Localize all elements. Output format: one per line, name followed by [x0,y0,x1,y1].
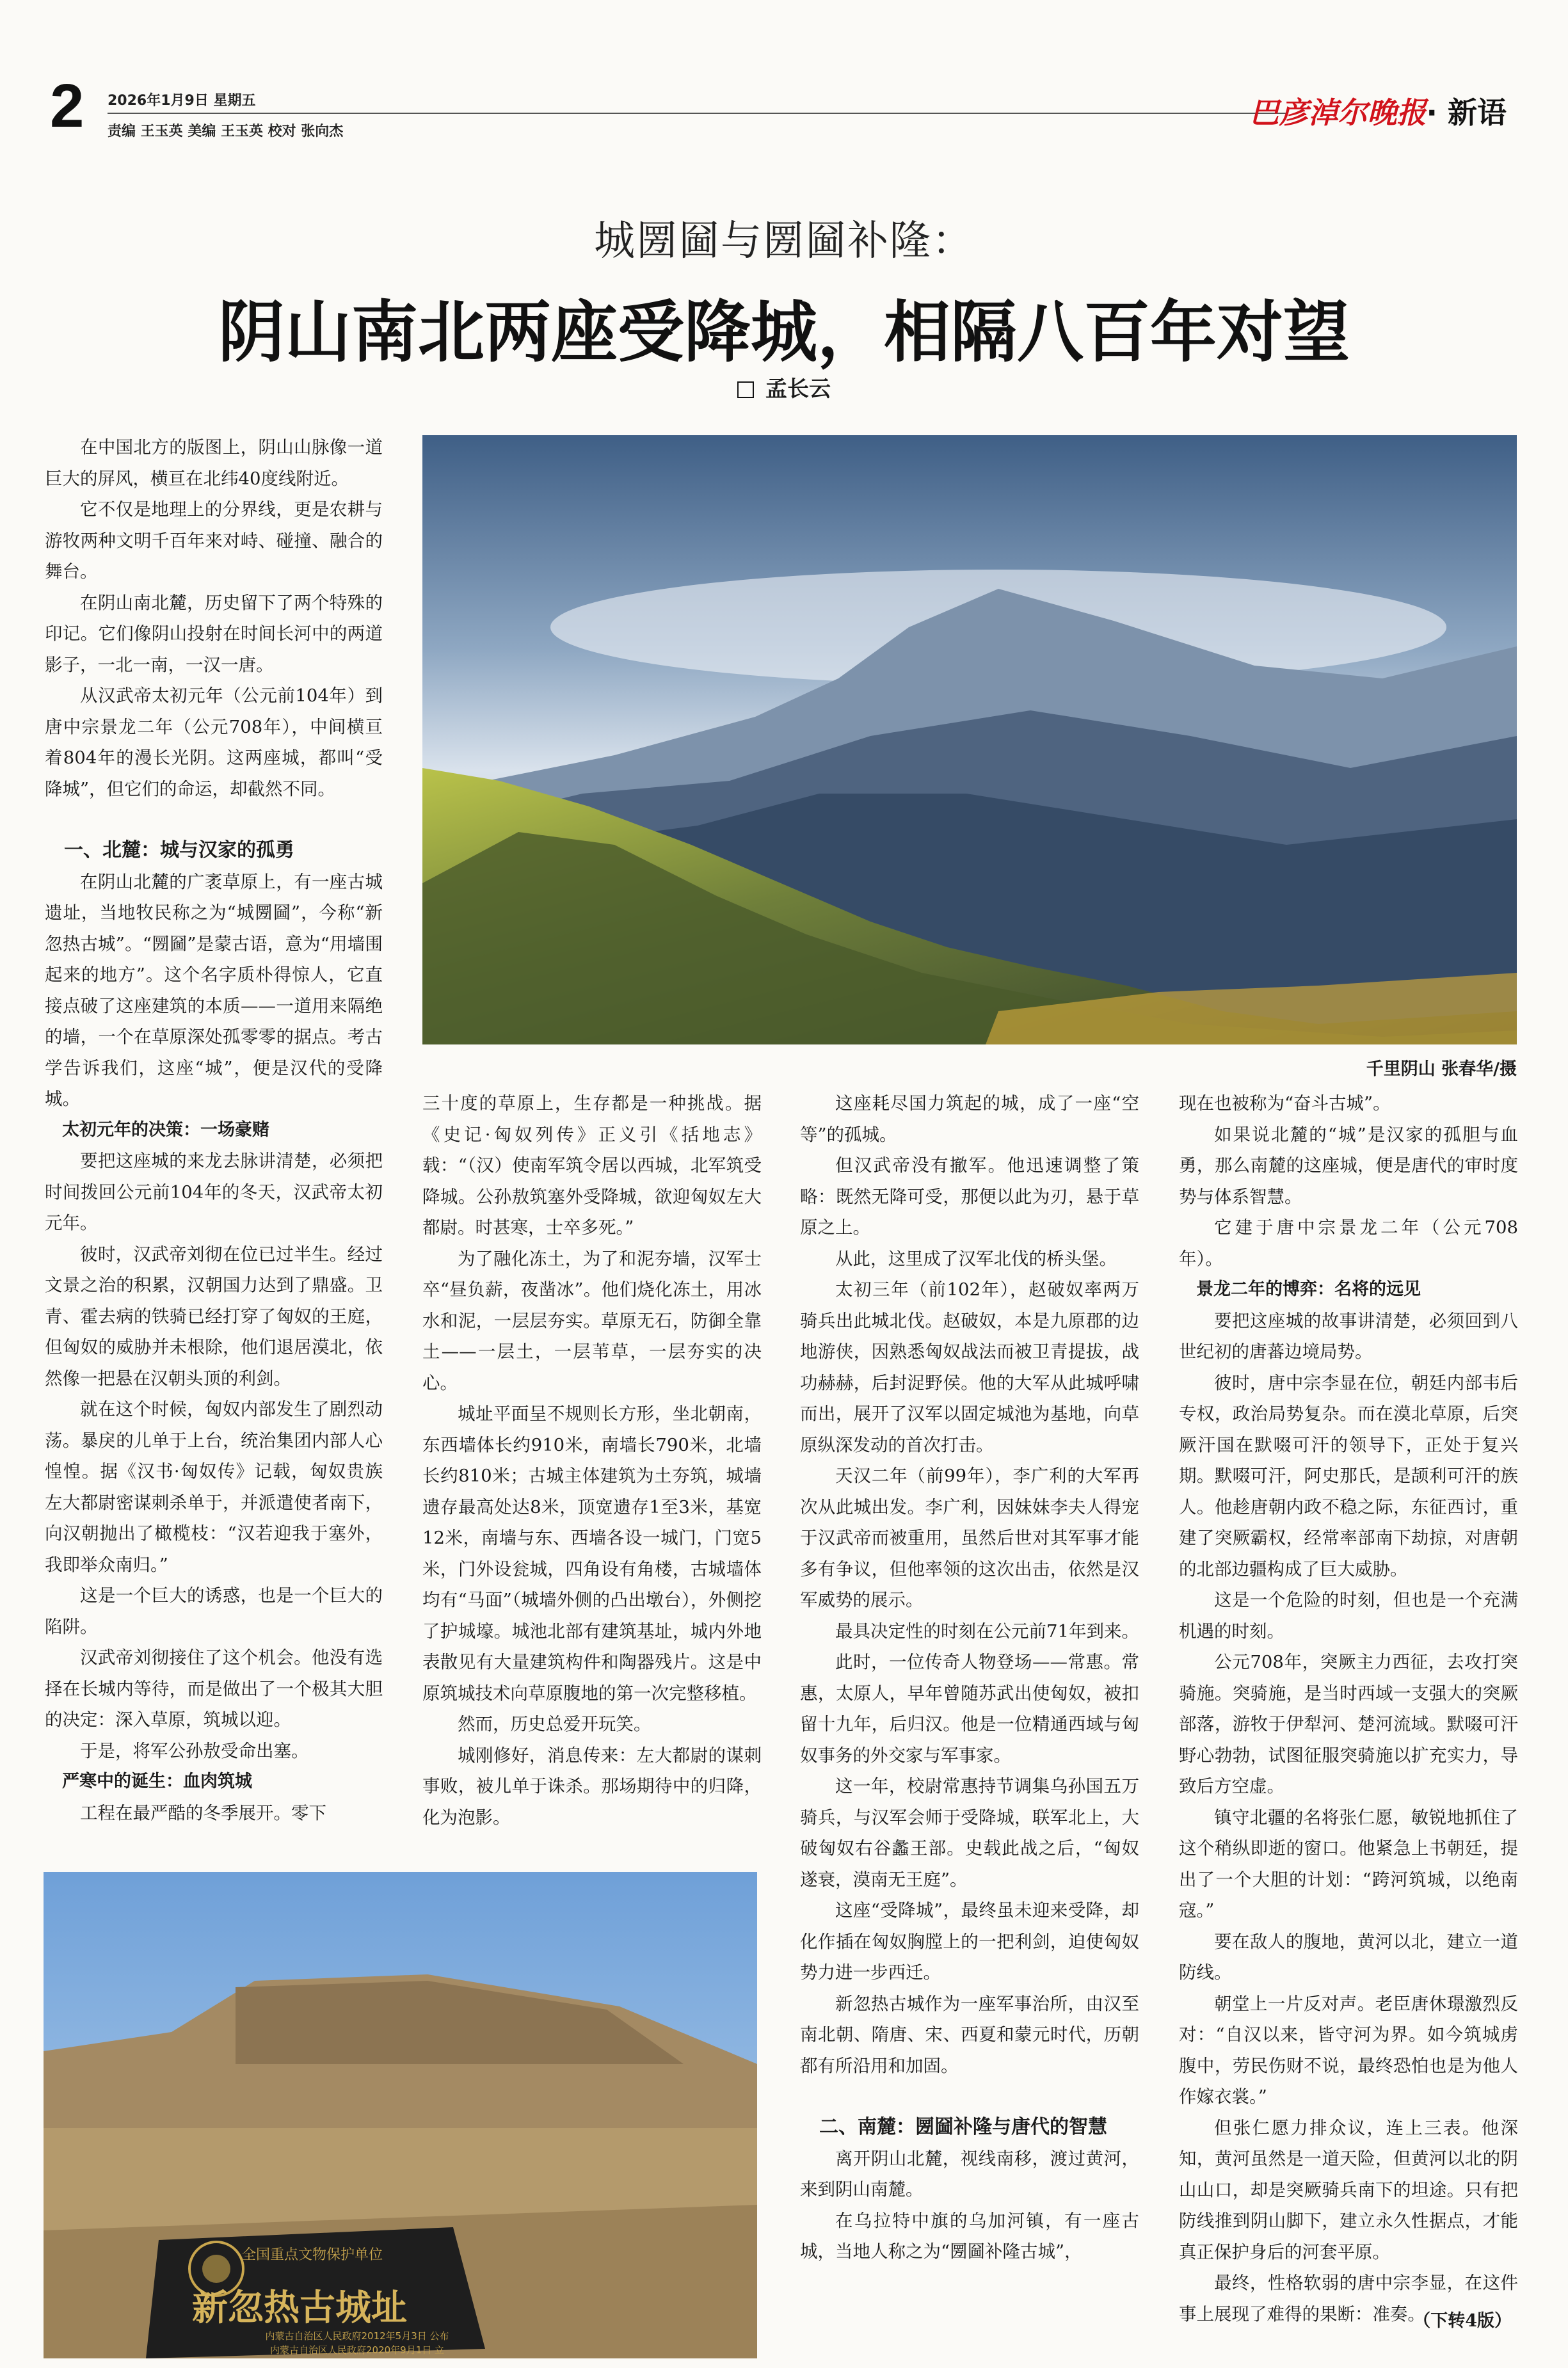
section-name: · 新语 [1426,95,1507,130]
paragraph: 彼时，唐中宗李显在位，朝廷内部韦后专权，政治局势复杂。而在漠北草原，后突厥汗国在默啜可汗的领导下，正处于复兴期。默啜可汗，阿史那氏，是颉利可汗的族人。他趁唐朝内政不稳之际，东征西讨，重建了突厥霸权，经常率部南下劫掠，对唐朝的北部边疆构成了巨大威胁。 [1179,1372,1518,1580]
article-column-2 [422,1088,762,1856]
editor-credits: 责编 王玉英 美编 王玉英 校对 张向杰 [108,124,344,140]
article-column-3 [800,1088,1139,2342]
paragraph: 这一年，校尉常惠持节调集乌孙国五万骑兵，与汉军会师于受降城，联军北上，大破匈奴右谷蠡王部。史载此战之后，“匈奴遂衰，漠南无王庭”。 [800,1776,1139,1890]
paragraph: 汉武帝刘彻接住了这个机会。他没有选择在长城内等待，而是做出了一个极其大胆的决定：深入草原，筑城以迎。 [45,1647,383,1730]
paragraph: 太初三年（前102年），赵破奴率两万骑兵出此城北伐。赵破奴，本是九原郡的边地游侠，因熟悉匈奴战法而被卫青提拔，战功赫赫，后封浞野侯。他的大军从此城呼啸而出，展开了汉军以固定城池为基地，向草原纵深发动的首次打击。 [800,1279,1139,1455]
article-subtitle: 城圐圙与圐圙补隆： [594,218,974,265]
paragraph: 这是一个危险的时刻，但也是一个充满机遇的时刻。 [1179,1590,1518,1642]
paragraph: 最终，性格软弱的唐中宗李显，在这件事上展现了难得的果断：准奏。 [1179,2273,1518,2324]
paragraph: 要在敌人的腹地，黄河以北，建立一道防线。 [1179,1931,1518,1983]
stele-issuer-2: 内蒙古自治区人民政府2020年9月1日 立 [269,2344,445,2356]
paragraph: 此时，一位传奇人物登场——常惠。常惠，太原人，早年曾随苏武出使匈奴，被扣留十九年，后归汉。他是一位精通西域与匈奴事务的外交家与军事家。 [800,1652,1139,1766]
section-heading: 二、南麓：圐圙补隆与唐代的智慧 [819,2116,1107,2138]
paragraph: 在阴山南北麓，历史留下了两个特殊的印记。它们像阴山投射在时间长河中的两道影子，一北一南，一汉一唐。 [45,592,383,675]
paragraph: 城址平面呈不规则长方形，坐北朝南，东西墙体长约910米，南墙长790米，北墙长约810米；古城主体建筑为土夯筑，城墙遗存最高处达8米，顶宽遗存1至3米，基宽12米，南墙与东、西墙各设一城门，门宽5米，门外设瓮城，四角设有角楼，古城墙体均有“马面”（城墙外侧的凸出墩台），外侧挖了护城壕。城池北部有建筑基址，城内外地表散见有大量建筑构件和陶器残片。这是中原筑城技术向草原腹地的第一次完整移植。 [422,1404,762,1704]
brand-logo: 巴彦淖尔晚报 [1249,95,1427,130]
section-heading: 一、北麓：城与汉家的孤勇 [64,839,294,861]
paragraph: 但张仁愿力排众议，连上三表。他深知，黄河虽然是一道天险，但黄河以北的阴山山口，却是突厥骑兵南下的坦途。只有把防线推到阴山脚下，建立永久性据点，才能真正保护身后的河套平原。 [1179,2117,1518,2262]
byline [0,371,1568,403]
continued-notice: （下转4版） [1413,2311,1512,2331]
paragraph: 如果说北麓的“城”是汉家的孤胆与血勇，那么南麓的这座城，便是唐代的审时度势与体系智慧。 [1179,1124,1518,1207]
paragraph: 从此，这里成了汉军北伐的桥头堡。 [835,1248,1117,1269]
article-headline: 阴山南北两座受降城，相隔八百年对望 [218,292,1350,371]
paragraph: 于是，将军公孙敖受命出塞。 [80,1740,309,1761]
author-name: 孟长云 [765,376,831,402]
paragraph: 最具决定性的时刻在公元前71年到来。 [835,1620,1139,1642]
paragraph: 城刚修好，消息传来：左大都尉的谋刺事败，被儿单于诛杀。那场期待中的归降，化为泡影。 [422,1745,762,1828]
paragraph: 天汉二年（前99年），李广利的大军再次从此城出发。李广利，因妹妹李夫人得宠于汉武帝而被重用，虽然后世对其军事才能多有争议，但他率领的这次出击，依然是汉军威势的展示。 [800,1466,1139,1610]
byline-box-icon [737,381,754,398]
paragraph: 公元708年，突厥主力西征，去攻打突骑施。突骑施，是当时西域一支强大的突厥部落，游牧于伊犁河、楚河流域。默啜可汗野心勃勃，试图征服突骑施以扩充实力，导致后方空虚。 [1179,1652,1518,1796]
paragraph: 新忽热古城作为一座军事治所，由汉至南北朝、隋唐、宋、西夏和蒙元时代，历朝都有所沿用和加固。 [800,1993,1139,2076]
paragraph: 在中国北方的版图上，阴山山脉像一道巨大的屏风，横亘在北纬40度线附近。 [45,437,383,489]
paragraph: 在乌拉特中旗的乌加河镇，有一座古城，当地人称之为“圐圙补隆古城”， [800,2210,1139,2262]
yinshan-mountain-photo [422,435,1517,1044]
subsection-heading: 太初元年的决策：一场豪赌 [62,1119,269,1140]
paragraph: 但汉武帝没有撤军。他迅速调整了策略：既然无降可受，那便以此为刃，悬于草原之上。 [800,1155,1139,1238]
article-column-1 [45,432,383,1834]
paragraph: 现在也被称为“奋斗古城”。 [1179,1093,1391,1114]
paragraph: 这是一个巨大的诱惑，也是一个巨大的陷阱。 [45,1585,383,1637]
paragraph: 就在这个时候，匈奴内部发生了剧烈动荡。暴戾的儿单于上台，统治集团内部人心惶惶。据《汉书·匈奴传》记载，匈奴贵族左大都尉密谋刺杀单于，并派遣使者南下，向汉朝抛出了橄榄枝：“汉若迎我于塞外，我即举众南归。” [45,1399,383,1575]
newspaper-brand [1250,90,1507,132]
subsection-heading: 严寒中的诞生：血肉筑城 [62,1772,252,1791]
stele-issuer-1: 内蒙古自治区人民政府2012年5月3日 公布 [265,2330,449,2342]
paragraph: 工程在最严酷的冬季展开。零下 [80,1802,326,1823]
paragraph: 三十度的草原上，生存都是一种挑战。据《史记·匈奴列传》正义引《括地志》载：“（汉）使南军筑令居以西城，北军筑受降城。公孙敖筑塞外受降城，欲迎匈奴左大都尉。时甚寒，士卒多死。” [422,1093,762,1238]
stele-heritage-label: 全国重点文物保护单位 [241,2247,383,2263]
stele-name: 新忽热古城址 [192,2287,407,2329]
paragraph: 它建于唐中宗景龙二年（公元708年）。 [1179,1217,1518,1269]
paragraph: 这座“受降城”，最终虽未迎来受降，却化作插在匈奴胸膛上的一把利剑，迫使匈奴势力进一步西迁。 [800,1900,1139,1983]
paragraph: 在阴山北麓的广袤草原上，有一座古城遗址，当地牧民称之为“城圐圙”，今称“新忽热古城”。“圐圙”是蒙古语，意为“用墙围起来的地方”。这个名字质朴得惊人，它直接点破了这座建筑的本质——一道用来隔绝的墙，一个在草原深处孤零零的据点。考古学告诉我们，这座“城”，便是汉代的受降城。 [45,871,383,1109]
photo-caption: 千里阴山 张春华/摄 [1366,1059,1517,1079]
paragraph: 朝堂上一片反对声。老臣唐休璟激烈反对：“自汉以来，皆守河为界。如今筑城虏腹中，劳民伤财不说，最终恐怕也是为他人作嫁衣裳。” [1179,1993,1518,2107]
issue-date: 2026年1月9日 星期五 [108,93,256,109]
header-rule [108,113,1286,114]
paragraph: 这座耗尽国力筑起的城，成了一座“空等”的孤城。 [800,1093,1139,1145]
paragraph: 彼时，汉武帝刘彻在位已过半生。经过文景之治的积累，汉朝国力达到了鼎盛。卫青、霍去病的铁骑已经打穿了匈奴的王庭，但匈奴的威胁并未根除，他们退居漠北，依然像一把悬在汉朝头顶的利剑。 [45,1244,383,1389]
paragraph: 要把这座城的来龙去脉讲清楚，必须把时间拨回公元前104年的冬天，汉武帝太初元年。 [45,1151,383,1233]
subsection-heading: 景龙二年的博弈：名将的远见 [1196,1279,1421,1299]
paragraph: 它不仅是地理上的分界线，更是农耕与游牧两种文明千百年来对峙、碰撞、融合的舞台。 [45,499,383,582]
paragraph: 从汉武帝太初元年（公元前104年）到唐中宗景龙二年（公元708年），中间横亘着804年的漫长光阴。这两座城，都叫“受降城”，但它们的命运，却截然不同。 [45,685,383,799]
paragraph: 然而，历史总爱开玩笑。 [458,1714,652,1734]
paragraph: 离开阴山北麓，视线南移，渡过黄河，来到阴山南麓。 [800,2148,1139,2200]
paragraph: 为了融化冻土，为了和泥夯墙，汉军士卒“昼负薪，夜凿冰”。他们烧化冻土，用冰水和泥，一层层夯实。草原无石，防御全靠土——一层土，一层苇草，一层夯实的决心。 [422,1248,762,1393]
page-number: 2 [50,72,84,140]
paragraph: 要把这座城的故事讲清楚，必须回到八世纪初的唐蕃边境局势。 [1179,1310,1518,1362]
xinhure-ancient-city-photo [44,1872,757,2358]
paragraph: 镇守北疆的名将张仁愿，敏锐地抓住了这个稍纵即逝的窗口。他紧急上书朝廷，提出了一个大胆的计划：“跨河筑城，以绝南寇。” [1179,1807,1518,1921]
